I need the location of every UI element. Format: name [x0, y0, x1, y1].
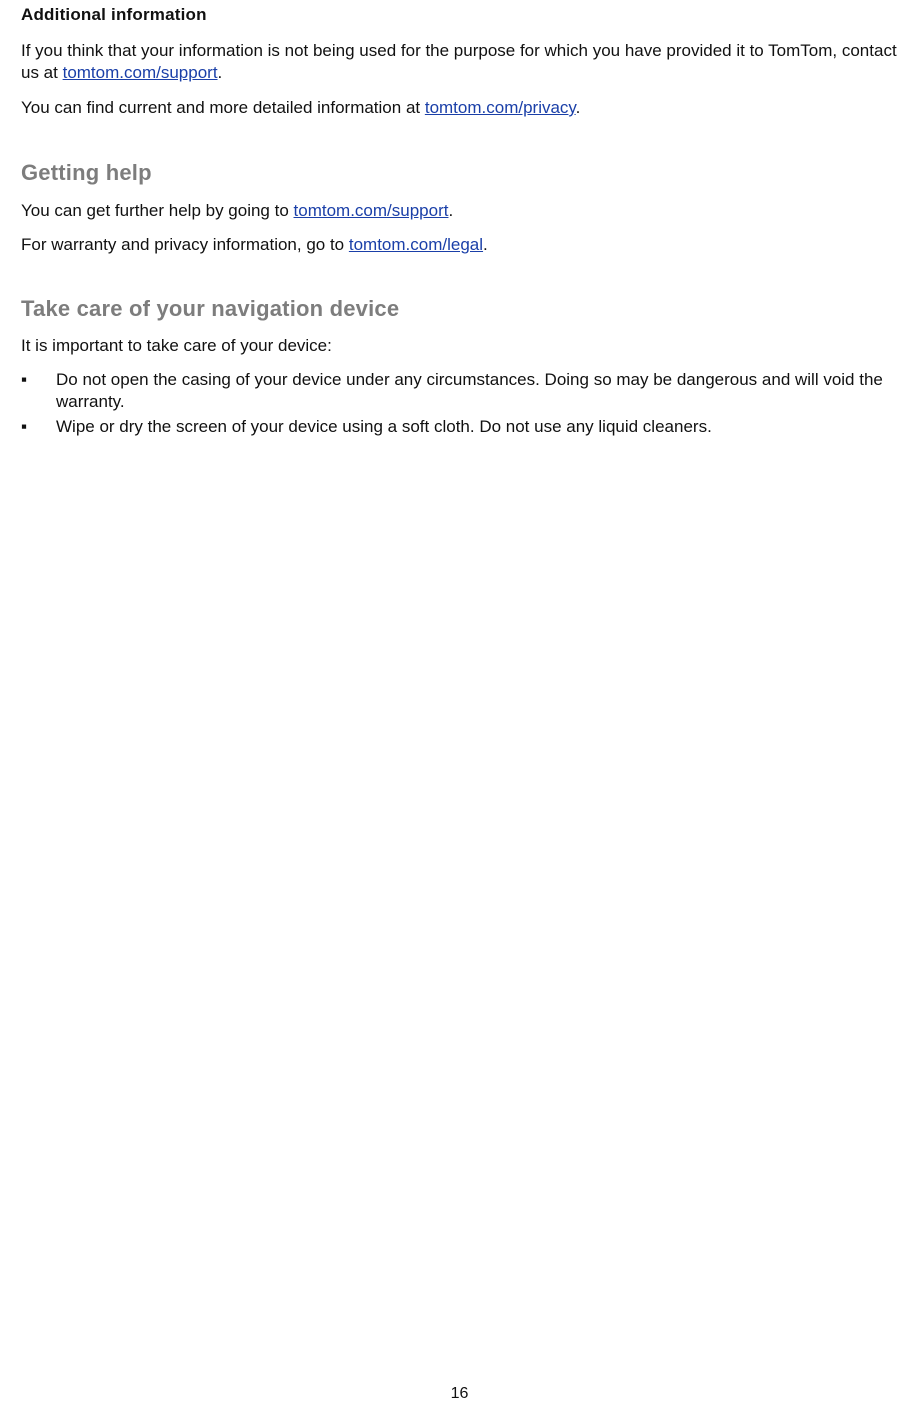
page-number: 16	[450, 1385, 469, 1402]
legal-link[interactable]: tomtom.com/legal	[348, 235, 484, 254]
additional-info-paragraph-1-end: .	[217, 63, 223, 82]
getting-help-paragraph-2-text: For warranty and privacy information, go to	[21, 235, 349, 254]
additional-info-paragraph-2-text: You can find current and more detailed information at	[21, 98, 425, 117]
getting-help-paragraph-1	[21, 200, 901, 222]
help-support-link[interactable]: tomtom.com/support	[293, 201, 449, 220]
getting-help-paragraph-1-end: .	[448, 201, 454, 220]
getting-help-paragraph-2	[21, 234, 901, 256]
list-item-text: Wipe or dry the screen of your device using a soft cloth. Do not use any liquid cleaners.	[56, 417, 712, 436]
getting-help-paragraph-2-end: .	[483, 235, 488, 254]
additional-information-heading: Additional information	[21, 5, 207, 24]
list-item	[21, 369, 919, 413]
additional-info-paragraph-1-text: If you think that your information is not being used for the purpose for which you have provided it to TomTom, contact us at	[21, 41, 897, 82]
bullet-icon: ▪	[21, 370, 28, 389]
privacy-link[interactable]: tomtom.com/privacy	[424, 98, 576, 117]
support-link[interactable]: tomtom.com/support	[62, 63, 218, 82]
additional-info-paragraph-2-end: .	[575, 98, 581, 117]
list-item-text: Do not open the casing of your device under any circumstances. Doing so may be dangerous and will void the warranty.	[56, 370, 883, 411]
bullet-icon: ▪	[21, 417, 28, 436]
getting-help-paragraph-1-text: You can get further help by going to	[21, 201, 294, 220]
additional-info-paragraph-1	[21, 40, 901, 84]
getting-help-heading: Getting help	[21, 160, 152, 185]
list-item	[21, 416, 919, 438]
take-care-intro: It is important to take care of your device:	[21, 336, 332, 355]
additional-info-paragraph-2	[21, 97, 901, 119]
care-instructions-list	[21, 369, 919, 441]
take-care-heading: Take care of your navigation device	[21, 296, 400, 321]
